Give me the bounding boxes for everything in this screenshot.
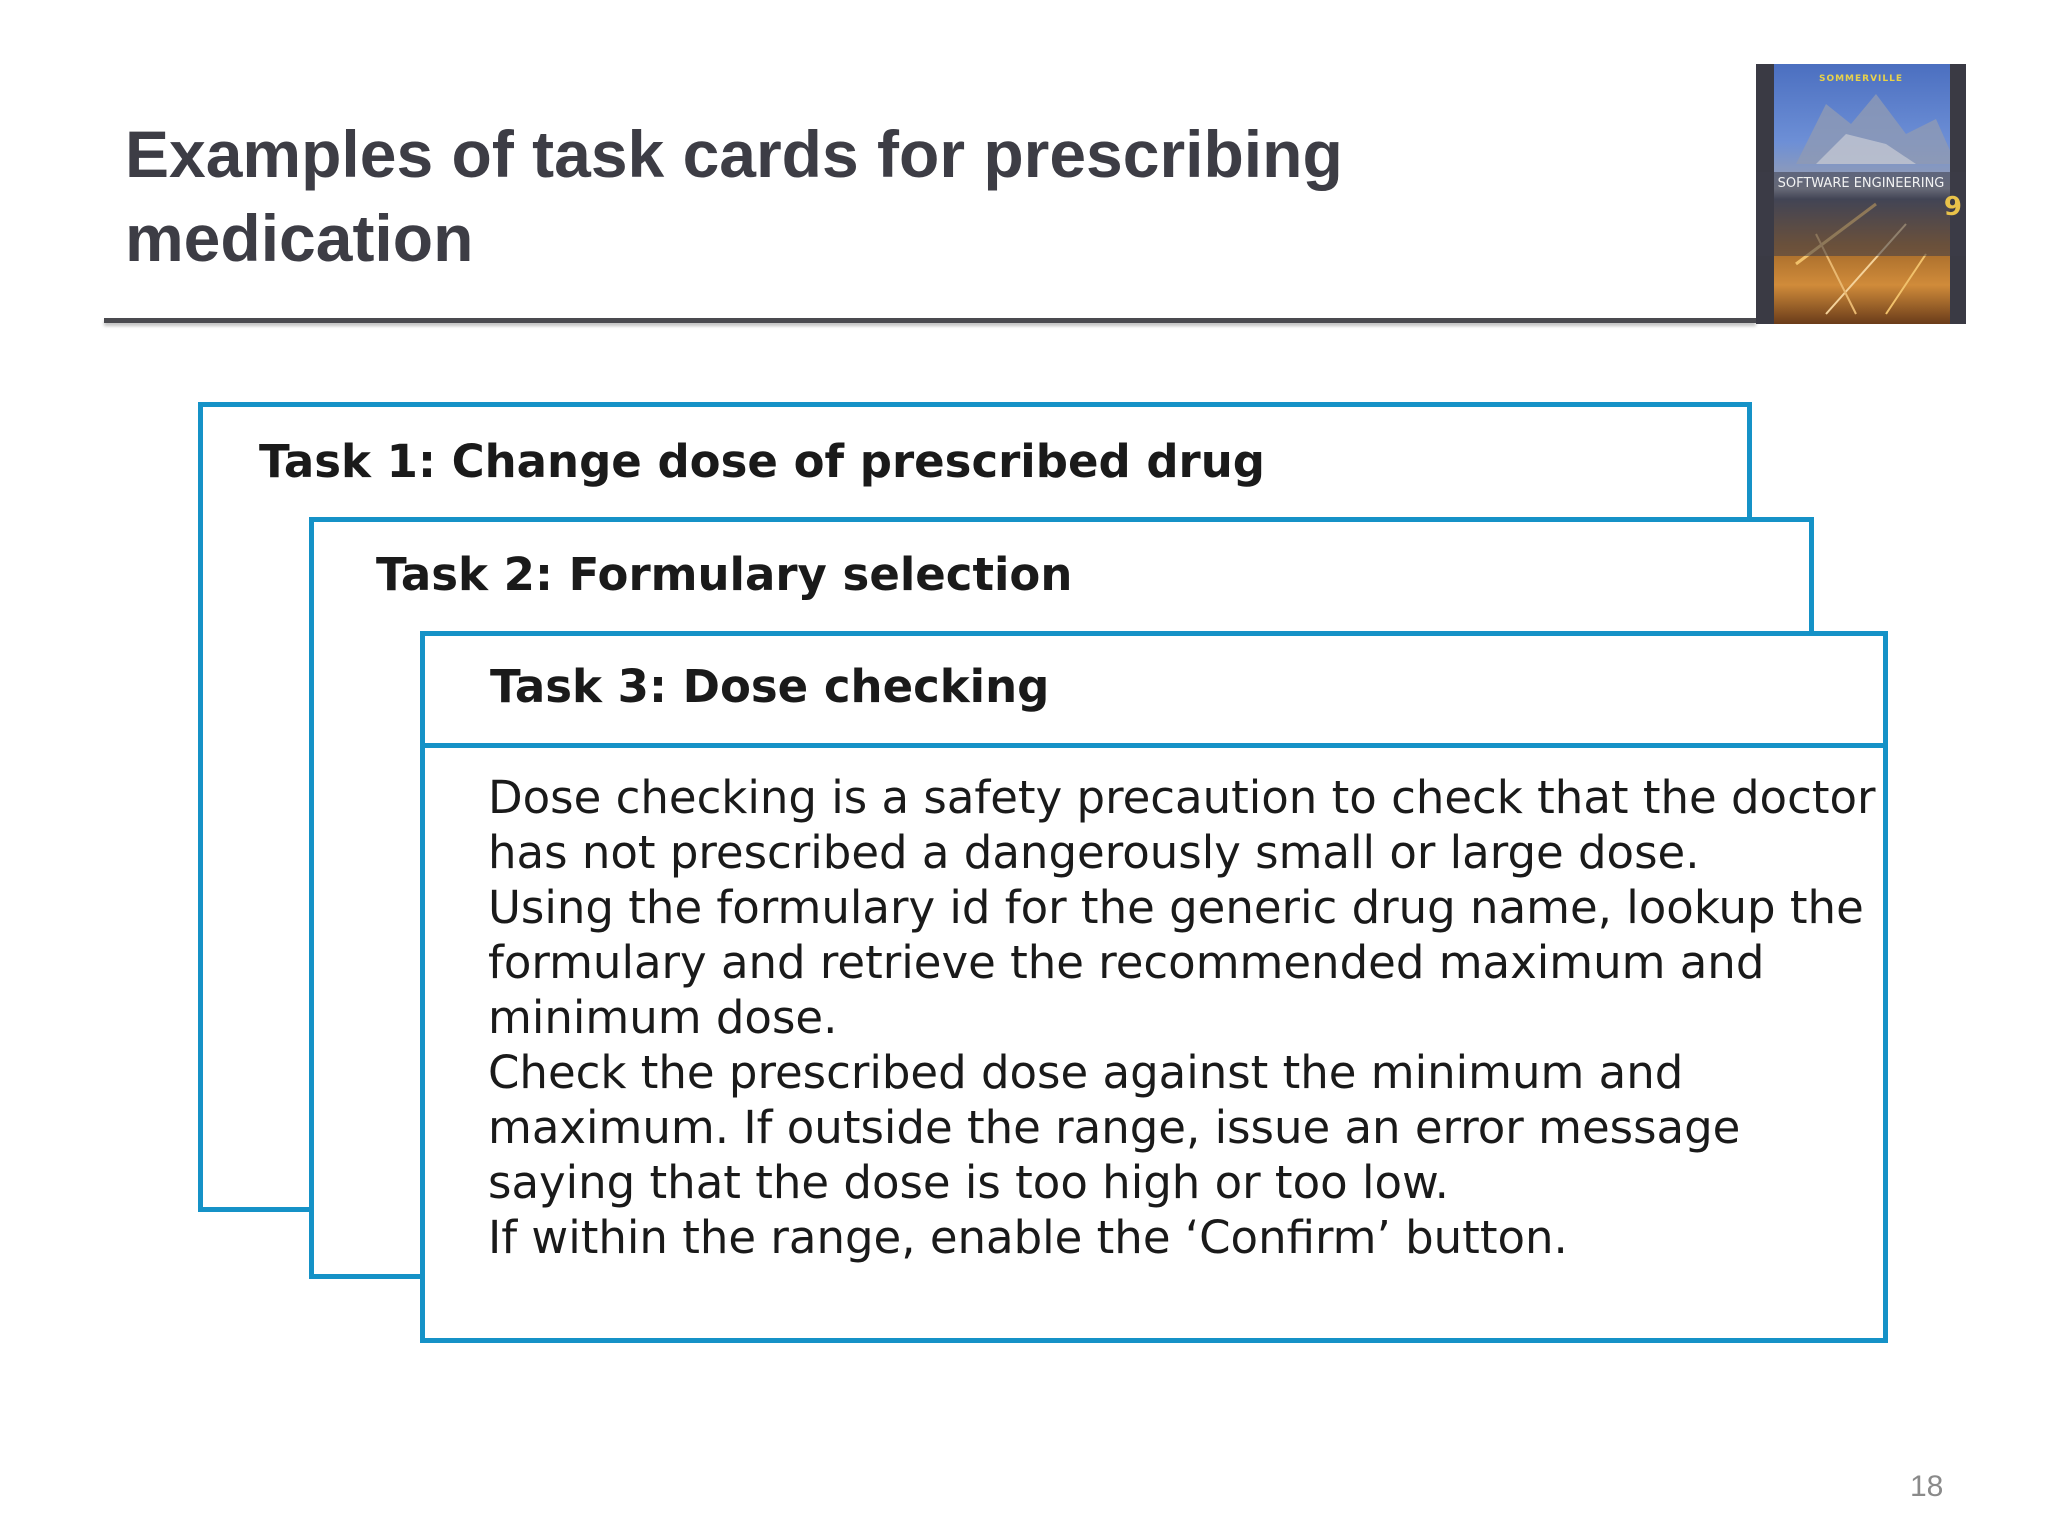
task-card-3 bbox=[420, 631, 1888, 1343]
title-rule bbox=[104, 318, 1756, 323]
slide-title: Examples of task cards for prescribing medication bbox=[125, 117, 1343, 275]
book-cover-title: SOFTWARE ENGINEERING bbox=[1777, 176, 1945, 191]
book-cover-author: SOMMERVILLE bbox=[1818, 74, 1904, 84]
book-cover-edition: 9 bbox=[1943, 192, 1962, 222]
task-card-2-title: Task 2: Formulary selection bbox=[376, 548, 1073, 601]
task-card-1-title: Task 1: Change dose of prescribed drug bbox=[259, 435, 1265, 488]
task-card-3-body bbox=[488, 770, 1878, 1265]
task-card-3-paragraph: Using the formulary id for the generic drug name, lookup the formulary and retrieve the recommended maximum and minimum dose. bbox=[488, 881, 1864, 1044]
task-card-3-divider bbox=[425, 743, 1883, 748]
task-card-3-title: Task 3: Dose checking bbox=[490, 660, 1050, 713]
task-card-3-paragraph: Check the prescribed dose against the minimum and maximum. If outside the range, issue an error message saying that the dose is too high or too low. bbox=[488, 1046, 1741, 1209]
task-card-3-paragraph: If within the range, enable the ‘Confirm’ button. bbox=[488, 1211, 1568, 1264]
book-cover-image bbox=[1756, 64, 1966, 324]
page-number: 18 bbox=[1910, 1470, 1944, 1503]
task-card-3-paragraph: Dose checking is a safety precaution to check that the doctor has not prescribed a dangerously small or large dose. bbox=[488, 771, 1876, 879]
